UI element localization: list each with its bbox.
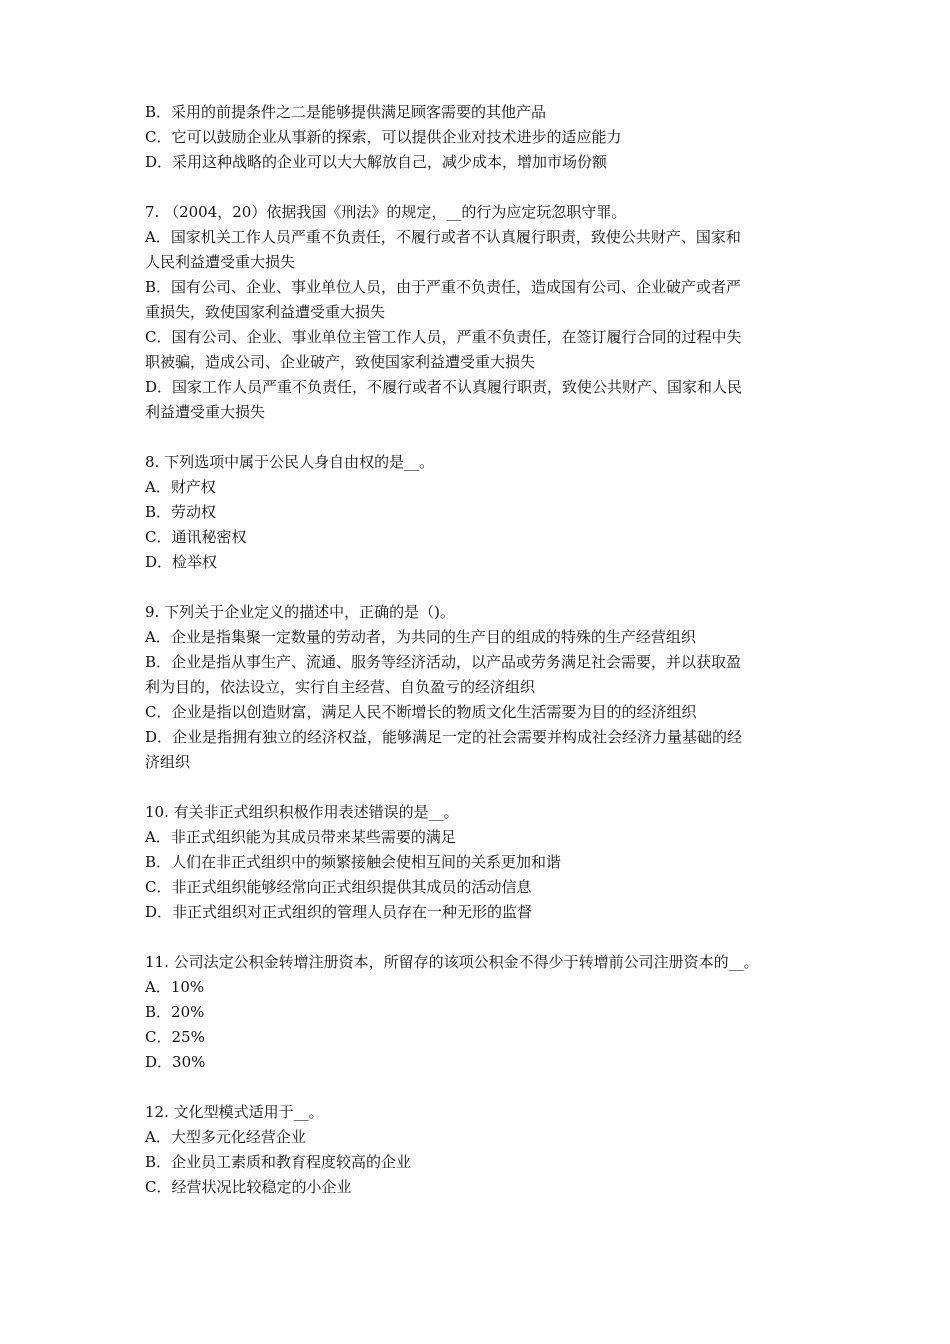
option-line: C．25%	[145, 1028, 205, 1046]
option-line: B．企业是指从事生产、流通、服务等经济活动，以产品或劳务满足社会需要，并以获取盈	[145, 653, 742, 671]
option-line: C．企业是指以创造财富，满足人民不断增长的物质文化生活需要为目的的经济组织	[145, 703, 697, 721]
option-line: B．国有公司、企业、事业单位人员，由于严重不负责任，造成国有公司、企业破产或者严	[145, 278, 742, 296]
question-11-stem: 11. 公司法定公积金转增注册资本，所留存的该项公积金不得少于转增前公司注册资本的__。	[145, 953, 759, 971]
option-line: C．非正式组织能够经常向正式组织提供其成员的活动信息	[145, 878, 532, 896]
option-line: 职被骗，造成公司、企业破产，致使国家利益遭受重大损失	[145, 353, 536, 371]
option-line: C．它可以鼓励企业从事新的探索，可以提供企业对技术进步的适应能力	[145, 128, 622, 146]
question-12-stem: 12. 文化型模式适用于__。	[145, 1103, 324, 1121]
option-line: A．财产权	[145, 478, 216, 496]
option-line: C．国有公司、企业、事业单位主管工作人员，严重不负责任，在签订履行合同的过程中失	[145, 328, 742, 346]
option-line: D．采用这种战略的企业可以大大解放自己，减少成本，增加市场份额	[145, 153, 608, 171]
page-content	[145, 100, 817, 1200]
option-line: B．采用的前提条件之二是能够提供满足顾客需要的其他产品	[145, 103, 547, 121]
option-line: A．非正式组织能为其成员带来某些需要的满足	[145, 828, 456, 846]
question-10-stem: 10. 有关非正式组织积极作用表述错误的是__。	[145, 803, 459, 821]
option-line: B．20%	[145, 1003, 205, 1021]
option-line: B．企业员工素质和教育程度较高的企业	[145, 1153, 412, 1171]
option-line: D．国家工作人员严重不负责任，不履行或者不认真履行职责，致使公共财产、国家和人民	[145, 378, 743, 396]
option-line: 重损失，致使国家利益遭受重大损失	[145, 303, 386, 321]
option-line: 人民利益遭受重大损失	[145, 253, 296, 271]
option-line: A．大型多元化经营企业	[145, 1128, 306, 1146]
question-9-stem: 9. 下列关于企业定义的描述中，正确的是（)。	[145, 603, 455, 621]
question-8-stem: 8. 下列选项中属于公民人身自由权的是__。	[145, 453, 435, 471]
option-line: D．30%	[145, 1053, 206, 1071]
option-line: C．通讯秘密权	[145, 528, 247, 546]
option-line: 利益遭受重大损失	[145, 403, 266, 421]
option-line: D．检举权	[145, 553, 218, 571]
option-line: 济组织	[145, 753, 191, 771]
option-line: B．人们在非正式组织中的频繁接触会使相互间的关系更加和谐	[145, 853, 562, 871]
option-line: A．企业是指集聚一定数量的劳动者，为共同的生产目的组成的特殊的生产经营组织	[145, 628, 696, 646]
option-line: D．非正式组织对正式组织的管理人员存在一种无形的监督	[145, 903, 533, 921]
option-line: D．企业是指拥有独立的经济权益，能够满足一定的社会需要并构成社会经济力量基础的经	[145, 728, 743, 746]
option-line: B．劳动权	[145, 503, 217, 521]
option-line: 利为目的，依法设立，实行自主经营、自负盈亏的经济组织	[145, 678, 536, 696]
option-line: A．国家机关工作人员严重不负责任，不履行或者不认真履行职责，致使公共财产、国家和	[145, 228, 741, 246]
question-7-stem: 7. （2004，20）依据我国《刑法》的规定，__的行为应定玩忽职守罪。	[145, 203, 627, 221]
option-line: C．经营状况比较稳定的小企业	[145, 1178, 352, 1196]
option-line: A．10%	[145, 978, 205, 996]
